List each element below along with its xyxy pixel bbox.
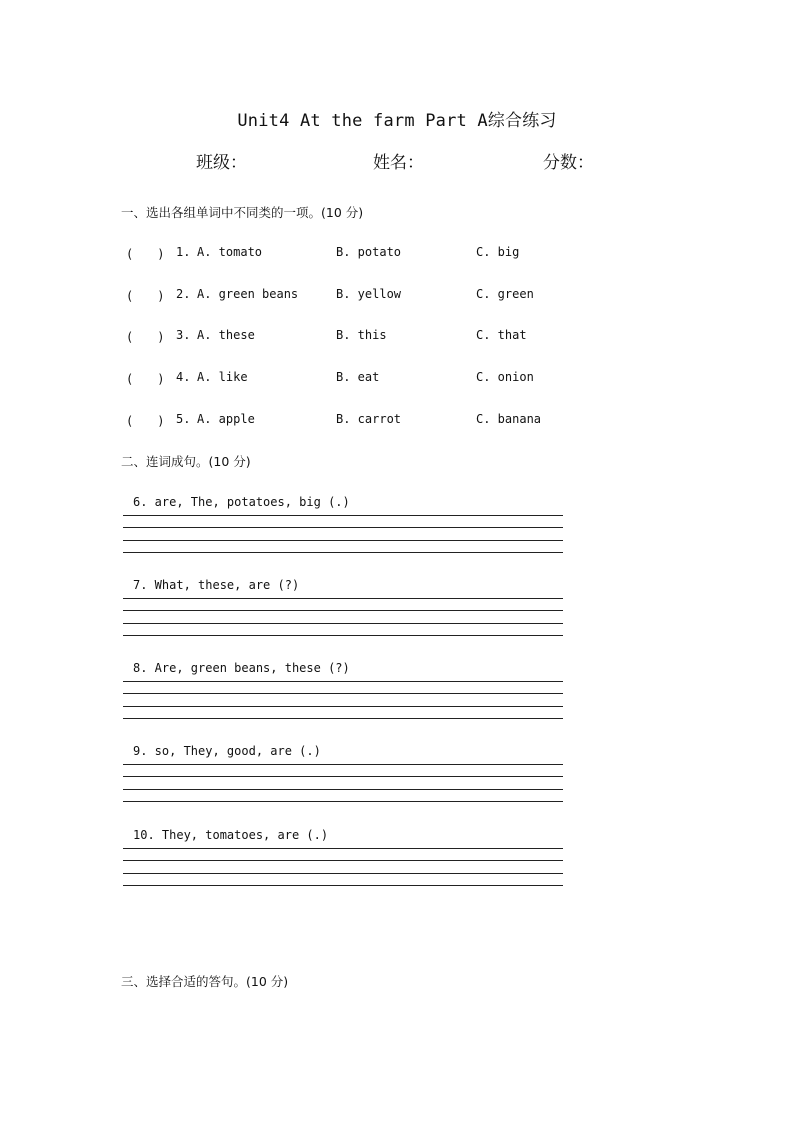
option-a: A. apple — [197, 412, 255, 426]
writing-line — [123, 693, 563, 694]
option-b: B. yellow — [336, 287, 402, 301]
question-number: 5. — [176, 412, 191, 426]
name-label: 姓名： — [373, 153, 424, 173]
writing-line — [123, 610, 563, 611]
option-a: A. green beans — [197, 287, 299, 301]
answer-blank: ( ) — [126, 289, 165, 303]
writing-line — [123, 789, 563, 790]
option-c: C. big — [476, 245, 520, 259]
question-number: 4. — [176, 370, 191, 384]
score-label: 分数： — [543, 153, 594, 173]
writing-line — [123, 681, 563, 682]
writing-line — [123, 540, 563, 541]
writing-line — [123, 527, 563, 528]
question-number: 1. — [176, 245, 191, 259]
option-b: B. potato — [336, 245, 402, 259]
section3-heading: 三、选择合适的答句。(10 分) — [121, 974, 289, 989]
sentence-prompt: 8. Are, green beans, these (?) — [133, 661, 350, 675]
question-number: 3. — [176, 328, 191, 342]
writing-line — [123, 860, 563, 861]
option-b: B. this — [336, 328, 387, 342]
section2-heading: 二、连词成句。(10 分) — [121, 454, 251, 469]
answer-blank: ( ) — [126, 247, 165, 261]
writing-line — [123, 515, 563, 516]
class-label: 班级： — [196, 153, 247, 173]
question-number: 2. — [176, 287, 191, 301]
writing-line — [123, 885, 563, 886]
section1-heading: 一、选出各组单词中不同类的一项。(10 分) — [121, 205, 364, 220]
writing-line — [123, 598, 563, 599]
option-c: C. that — [476, 328, 527, 342]
option-c: C. onion — [476, 370, 534, 384]
writing-line — [123, 776, 563, 777]
option-a: A. like — [197, 370, 248, 384]
answer-blank: ( ) — [126, 372, 165, 386]
writing-line — [123, 552, 563, 553]
sentence-prompt: 6. are, The, potatoes, big (.) — [133, 495, 350, 509]
student-info-row — [0, 148, 794, 174]
writing-line — [123, 764, 563, 765]
sentence-prompt: 10. They, tomatoes, are (.) — [133, 828, 329, 842]
option-a: A. these — [197, 328, 255, 342]
writing-line — [123, 848, 563, 849]
option-b: B. carrot — [336, 412, 402, 426]
writing-line — [123, 635, 563, 636]
option-c: C. banana — [476, 412, 542, 426]
writing-line — [123, 801, 563, 802]
writing-line — [123, 873, 563, 874]
writing-line — [123, 718, 563, 719]
page-title: Unit4 At the farm Part A综合练习 — [237, 111, 557, 131]
answer-blank: ( ) — [126, 414, 165, 428]
sentence-prompt: 7. What, these, are (?) — [133, 578, 300, 592]
sentence-prompt: 9. so, They, good, are (.) — [133, 744, 321, 758]
writing-line — [123, 706, 563, 707]
writing-line — [123, 623, 563, 624]
option-b: B. eat — [336, 370, 380, 384]
option-a: A. tomato — [197, 245, 263, 259]
answer-blank: ( ) — [126, 330, 165, 344]
option-c: C. green — [476, 287, 534, 301]
